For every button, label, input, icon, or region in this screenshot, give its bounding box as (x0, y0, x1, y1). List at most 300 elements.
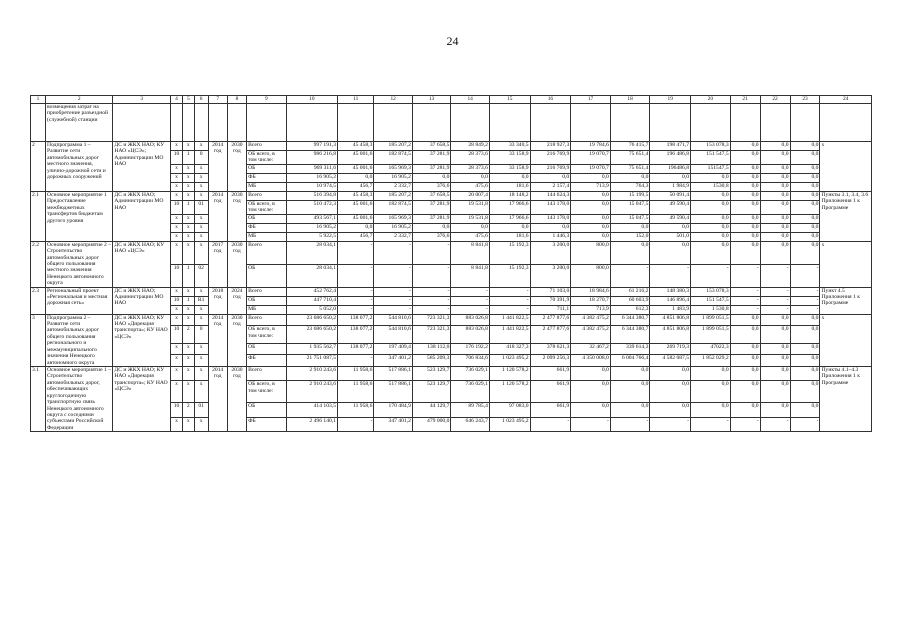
page-number: 24 (446, 34, 459, 48)
value-cell: 0,0 (790, 314, 820, 326)
value-cell: 19 070,7 (571, 164, 611, 173)
value-cell: 181,6 (489, 182, 530, 191)
value-cell: 37 658,5 (412, 142, 451, 151)
value-cell: 986 216,8 (286, 151, 337, 165)
row-executor: ДС и ЖКХ НАО; КУ НАО «ЦСЭ»; Администрации МО НАО (113, 142, 171, 192)
cell-empty (571, 104, 611, 142)
row-note: Пункт 4.5 Приложения 1 к Программе (820, 287, 872, 314)
value-cell: 153 078,3 (691, 142, 731, 151)
value-cell: 0,0 (571, 200, 611, 214)
cell-empty (31, 104, 46, 142)
value-cell: 2 477 877,6 (530, 326, 571, 344)
value-cell: 138 077,2 (338, 343, 374, 355)
value-cell: 0,0 (760, 164, 790, 173)
value-cell: 33 158,9 (489, 151, 530, 165)
funding-source: МБ (247, 232, 287, 241)
code-cell: х (182, 343, 194, 355)
value-cell: 1 899 051,5 (691, 314, 731, 326)
value-cell: - (790, 264, 820, 287)
value-cell: 20 007,4 (451, 191, 490, 200)
value-cell: - (338, 296, 374, 305)
value-cell: 376,6 (412, 232, 451, 241)
code-cell: х (194, 223, 208, 232)
value-cell: 0,0 (790, 142, 820, 151)
value-cell: 1 441 822,5 (489, 326, 530, 344)
cell-empty (227, 104, 246, 142)
value-cell: - (412, 296, 451, 305)
value-cell: 516 394,8 (286, 191, 337, 200)
cell-empty (610, 104, 650, 142)
value-cell: 0,0 (760, 343, 790, 355)
value-cell: 0,0 (610, 241, 650, 264)
value-cell: 0,0 (790, 326, 820, 344)
value-cell: 883 026,8 (451, 326, 490, 344)
cell-empty (194, 104, 208, 142)
value-cell: - (650, 417, 691, 431)
code-cell: х (171, 173, 183, 182)
value-cell: 0,0 (730, 142, 760, 151)
cell-empty (530, 104, 571, 142)
header-cell: 7 (208, 96, 227, 104)
value-cell: 0,0 (760, 182, 790, 191)
funding-source: ОБ (247, 403, 287, 417)
value-cell: 11 958,6 (338, 403, 374, 417)
value-cell: 45 001,6 (338, 200, 374, 214)
value-cell: 182 874,5 (374, 200, 413, 214)
code-cell: 10 (171, 296, 183, 305)
value-cell: 1 446,3 (530, 232, 571, 241)
value-cell: 0,0 (650, 223, 691, 232)
value-cell: - (374, 241, 413, 264)
value-cell: 5 052,0 (286, 305, 337, 314)
value-cell: 0,0 (730, 343, 760, 355)
code-cell: х (194, 241, 208, 264)
row-name: Региональный проект «Региональная и местная дорожная сеть» (45, 287, 112, 314)
code-cell: х (182, 417, 194, 431)
row-number: 2.2 (31, 241, 46, 287)
code-cell: х (194, 214, 208, 223)
code-cell: х (182, 241, 194, 264)
code-cell: х (171, 223, 183, 232)
code-cell: х (182, 223, 194, 232)
value-cell: 0,0 (790, 173, 820, 182)
value-cell: 661,9 (530, 367, 571, 381)
row-name: Основное мероприятие 2 – Строительство автомобильных дорог общего пользования местного значения Ненецкого автономного округа (46, 241, 111, 287)
value-cell: 70 391,9 (530, 296, 571, 305)
funding-source: Всего (247, 367, 287, 381)
value-cell: 544 810,6 (374, 326, 413, 344)
header-cell: 11 (338, 96, 374, 104)
value-cell: 1 023 495,2 (489, 417, 530, 431)
value-cell: 216 769,9 (530, 151, 571, 165)
value-cell: - (571, 417, 611, 431)
code-cell: х (194, 173, 208, 182)
code-cell: х (194, 142, 208, 151)
value-cell: 475,6 (451, 182, 490, 191)
value-cell: 0,0 (790, 403, 820, 417)
value-cell: 0,0 (790, 151, 820, 165)
value-cell: 16 905,2 (286, 223, 337, 232)
year-end: 2030 год (227, 191, 246, 241)
value-cell: 0,0 (790, 355, 820, 367)
value-cell: 0,0 (730, 191, 760, 200)
cell-empty (451, 104, 490, 142)
code-cell: х (194, 381, 208, 403)
value-cell: 456,7 (338, 232, 374, 241)
value-cell: 0,0 (691, 381, 731, 403)
value-cell: - (760, 287, 790, 296)
cell-empty (286, 104, 337, 142)
value-cell: 0,0 (760, 314, 790, 326)
value-cell: 138 077,2 (338, 326, 374, 344)
value-cell: 0,0 (691, 232, 731, 241)
value-cell: 0,0 (760, 214, 790, 223)
header-cell: 20 (691, 96, 731, 104)
value-cell: - (730, 417, 760, 431)
value-cell: 0,0 (730, 151, 760, 165)
table-row (31, 367, 872, 381)
value-cell: - (760, 264, 790, 287)
header-cell: 5 (182, 96, 194, 104)
value-cell: 143 178,0 (530, 214, 571, 223)
value-cell: 28 373,6 (451, 164, 490, 173)
value-cell: 1 899 051,5 (691, 326, 731, 344)
value-cell: 3 200,0 (530, 241, 571, 264)
row-number: 3 (31, 314, 46, 366)
code-cell: х (194, 164, 208, 173)
value-cell: 0,0 (760, 367, 790, 381)
value-cell: 0,0 (760, 403, 790, 417)
value-cell: 544 810,6 (374, 314, 413, 326)
value-cell: 19 784,6 (571, 142, 611, 151)
value-cell: 1 120 578,2 (489, 381, 530, 403)
cell-empty (247, 104, 287, 142)
row-executor: ДС и ЖКХ НАО; КУ НАО «Дирекция транспорта»; КУ НАО «ЦСЭ» (113, 367, 171, 432)
table-row (31, 191, 872, 200)
value-cell: - (730, 305, 760, 314)
value-cell: - (338, 417, 374, 431)
year-start: 2014 год (208, 367, 227, 432)
value-cell: 97 083,0 (489, 403, 530, 417)
value-cell: 6 004 766,4 (610, 355, 650, 367)
code-cell: 1 (182, 264, 194, 287)
value-cell: 61 216,2 (610, 287, 650, 296)
value-cell: 0,0 (691, 173, 731, 182)
value-cell: 414 103,5 (286, 403, 337, 417)
value-cell: - (489, 305, 530, 314)
value-cell: 182 874,5 (374, 151, 413, 165)
value-cell: 612,3 (610, 305, 650, 314)
row-executor: ДС и ЖКХ НАО; КУ НАО «ЦСЭ» (113, 241, 171, 287)
value-cell: 0,0 (691, 200, 731, 214)
value-cell: 0,0 (730, 173, 760, 182)
value-cell: 0,0 (760, 191, 790, 200)
value-cell: 0,0 (760, 151, 790, 165)
header-cell: 16 (530, 96, 571, 104)
header-cell: 19 (650, 96, 691, 104)
value-cell: 196 486,8 (650, 151, 691, 165)
value-cell: 15 047,5 (610, 200, 650, 214)
value-cell: 736 029,1 (451, 367, 490, 381)
value-cell: 2 910 243,6 (286, 367, 337, 381)
value-cell: 2 477 877,6 (530, 314, 571, 326)
value-cell: 706 834,6 (451, 355, 490, 367)
value-cell: 0,0 (760, 223, 790, 232)
value-cell: 16 905,2 (374, 223, 413, 232)
funding-source: МБ (247, 305, 287, 314)
value-cell: 0,0 (489, 173, 530, 182)
code-cell: х (182, 214, 194, 223)
value-cell: 33 340,5 (489, 142, 530, 151)
value-cell: 151 547,5 (691, 151, 731, 165)
value-cell: 661,9 (530, 403, 571, 417)
value-cell: 60 603,9 (610, 296, 650, 305)
code-cell: х (182, 367, 194, 381)
value-cell: 0,0 (530, 173, 571, 182)
value-cell: 0,0 (691, 241, 731, 264)
value-cell: 736 029,1 (451, 381, 490, 403)
value-cell: 517 886,1 (374, 367, 413, 381)
funding-source: ОБ всего, в том числе: (247, 381, 287, 403)
header-cell: 3 (113, 96, 171, 104)
value-cell: 0,0 (610, 381, 650, 403)
cell-empty (760, 104, 790, 142)
value-cell: - (412, 305, 451, 314)
code-cell: 1 (182, 200, 194, 214)
code-cell: х (171, 232, 183, 241)
cell-empty (489, 104, 530, 142)
value-cell: 347 401,2 (374, 355, 413, 367)
value-cell: 4 350 008,0 (571, 355, 611, 367)
value-cell: - (412, 287, 451, 296)
table-row (31, 241, 872, 264)
header-row (31, 96, 872, 104)
cell-empty (730, 104, 760, 142)
code-cell: х (182, 173, 194, 182)
value-cell: 4 851 806,8 (650, 326, 691, 344)
code-cell: х (171, 381, 183, 403)
value-cell: 517 886,1 (374, 381, 413, 403)
value-cell: 181,6 (489, 232, 530, 241)
row-executor: ДС и ЖКХ НАО; КУ НАО «Дирекция транспорта»; КУ НАО «ЦСЭ» (113, 314, 171, 366)
cell-empty (182, 104, 194, 142)
header-cell: 22 (760, 96, 790, 104)
value-cell: 0,0 (760, 232, 790, 241)
value-cell: 1 441 822,5 (489, 314, 530, 326)
value-cell: - (730, 264, 760, 287)
value-cell: 143 178,0 (530, 200, 571, 214)
value-cell: 75 651,4 (610, 164, 650, 173)
value-cell: 456,7 (338, 182, 374, 191)
value-cell: - (412, 264, 451, 287)
value-cell: 0,0 (412, 223, 451, 232)
value-cell: 0,0 (691, 403, 731, 417)
code-cell: R1 (194, 296, 208, 305)
funding-source: ОБ всего, в том числе: (247, 326, 287, 344)
value-cell: 2 157,4 (530, 182, 571, 191)
value-cell: 153 078,3 (691, 287, 731, 296)
funding-source: МБ (247, 182, 287, 191)
value-cell: 269 719,3 (650, 343, 691, 355)
value-cell: 2 099 256,3 (530, 355, 571, 367)
value-cell: 4 382 475,2 (571, 314, 611, 326)
value-cell: 197 409,4 (374, 343, 413, 355)
value-cell: 28 373,6 (451, 151, 490, 165)
value-cell: 347 401,2 (374, 417, 413, 431)
value-cell: - (530, 417, 571, 431)
code-cell: х (194, 343, 208, 355)
value-cell: 0,0 (790, 191, 820, 200)
row-executor: ДС и ЖКХ НАО; Администрации МО НАО (113, 287, 171, 314)
continuation-row (31, 104, 872, 142)
funding-source: Всего (247, 241, 287, 264)
value-cell: 44 129,7 (412, 403, 451, 417)
value-cell: 0,0 (650, 381, 691, 403)
row-name: Подпрограмма 2 – Развитие сети автомобильных дорог общего пользования регионального и межмуниципального значения Ненецкого автономного округа (45, 314, 112, 366)
value-cell: 493 567,1 (286, 214, 337, 223)
row-note: Пункты 3.1, 3.4, 3.6 Приложения 1 к Программе (820, 191, 872, 241)
value-cell: 176 192,2 (451, 343, 490, 355)
row-note: Пункты 4.1–4.3 Приложения 1 к Программе (820, 367, 872, 432)
code-cell: 02 (194, 264, 208, 287)
value-cell: 452 762,4 (286, 287, 337, 296)
header-cell: 6 (194, 96, 208, 104)
value-cell: 2 496 140,1 (286, 417, 337, 431)
value-cell: 15 199,5 (610, 191, 650, 200)
value-cell: 0,0 (730, 367, 760, 381)
value-cell: 32 467,2 (571, 343, 611, 355)
code-cell: х (194, 232, 208, 241)
value-cell: 19 531,8 (451, 214, 490, 223)
cell-empty (338, 104, 374, 142)
value-cell: 0,0 (790, 232, 820, 241)
code-cell: х (194, 287, 208, 296)
value-cell: 1 120 578,2 (489, 367, 530, 381)
value-cell: 138 112,0 (412, 343, 451, 355)
value-cell: 19 531,8 (451, 200, 490, 214)
value-cell: 8 841,8 (451, 241, 490, 264)
value-cell: - (691, 417, 731, 431)
value-cell: 447 710,4 (286, 296, 337, 305)
value-cell: 1 852 029,2 (691, 355, 731, 367)
value-cell: 883 026,8 (451, 314, 490, 326)
value-cell: 0,0 (760, 381, 790, 403)
value-cell: 165 969,3 (374, 164, 413, 173)
value-cell: 378 621,3 (530, 343, 571, 355)
value-cell: 0,0 (790, 214, 820, 223)
value-cell: 713,9 (571, 182, 611, 191)
value-cell: 0,0 (730, 223, 760, 232)
code-cell: х (182, 305, 194, 314)
value-cell: 1530,8 (691, 182, 731, 191)
value-cell: 0,0 (338, 173, 374, 182)
code-cell: 0 (194, 326, 208, 344)
value-cell: 28 849,2 (451, 142, 490, 151)
table-row (31, 287, 872, 296)
value-cell: 0,0 (338, 223, 374, 232)
value-cell: 0,0 (730, 200, 760, 214)
value-cell: 0,0 (730, 232, 760, 241)
value-cell: 723 321,3 (412, 326, 451, 344)
value-cell: 646 243,7 (451, 417, 490, 431)
value-cell: 152,0 (610, 232, 650, 241)
code-cell: х (194, 305, 208, 314)
value-cell: 0,0 (489, 223, 530, 232)
value-cell: - (730, 296, 760, 305)
code-cell: 10 (171, 403, 183, 417)
value-cell: 0,0 (610, 367, 650, 381)
value-cell: 4 382 475,2 (571, 326, 611, 344)
value-cell: 0,0 (451, 223, 490, 232)
value-cell: 0,0 (571, 214, 611, 223)
value-cell: 585 209,3 (412, 355, 451, 367)
cell-empty (412, 104, 451, 142)
value-cell: 510 472,3 (286, 200, 337, 214)
header-cell: 17 (571, 96, 611, 104)
row-number: 2.1 (31, 191, 46, 241)
value-cell: - (610, 264, 650, 287)
value-cell: 661,9 (530, 381, 571, 403)
value-cell: 0,0 (760, 241, 790, 264)
cell-empty (208, 104, 227, 142)
value-cell: 0,0 (790, 343, 820, 355)
row-number: 2 (31, 142, 46, 192)
value-cell: 0,0 (571, 367, 611, 381)
value-cell: - (691, 264, 731, 287)
cell-empty (691, 104, 731, 142)
value-cell: 6 344 380,7 (610, 326, 650, 344)
value-cell: 45 458,3 (338, 142, 374, 151)
cont-text: возмещения затрат на приобретение разъездной (служебной) станции (45, 104, 112, 142)
value-cell: 47022,3 (691, 343, 731, 355)
value-cell: 0,0 (790, 223, 820, 232)
code-cell: 1 (182, 151, 194, 165)
value-cell: 0,0 (412, 173, 451, 182)
year-end: 2030 год (227, 314, 246, 366)
value-cell: 16 905,2 (286, 173, 337, 182)
value-cell: 11 958,6 (338, 367, 374, 381)
year-end: 2030 год (227, 142, 246, 192)
value-cell: 45 001,6 (338, 151, 374, 165)
value-cell: 501,0 (650, 232, 691, 241)
value-cell: - (451, 296, 490, 305)
code-cell: х (194, 191, 208, 200)
value-cell: 37 281,9 (412, 214, 451, 223)
value-cell: 144 624,3 (530, 191, 571, 200)
value-cell: 15 047,5 (610, 214, 650, 223)
header-cell: 2 (45, 96, 112, 104)
header-cell: 12 (374, 96, 413, 104)
value-cell: - (730, 287, 760, 296)
value-cell: 0,0 (530, 223, 571, 232)
code-cell: 10 (171, 151, 183, 165)
value-cell: 151 547,5 (691, 296, 731, 305)
value-cell: - (338, 264, 374, 287)
value-cell: 0,0 (610, 223, 650, 232)
funding-source: ФБ (247, 417, 287, 431)
value-cell: 37 281,9 (412, 200, 451, 214)
year-start: 2014 год (208, 142, 227, 192)
code-cell: х (171, 314, 183, 326)
value-cell: 148 380,3 (650, 287, 691, 296)
code-cell: 10 (171, 264, 183, 287)
header-cell: 14 (451, 96, 490, 104)
value-cell: 0,0 (760, 355, 790, 367)
value-cell: 969 311,6 (286, 164, 337, 173)
code-cell: 10 (171, 326, 183, 344)
value-cell: - (412, 241, 451, 264)
table-row (31, 142, 872, 151)
